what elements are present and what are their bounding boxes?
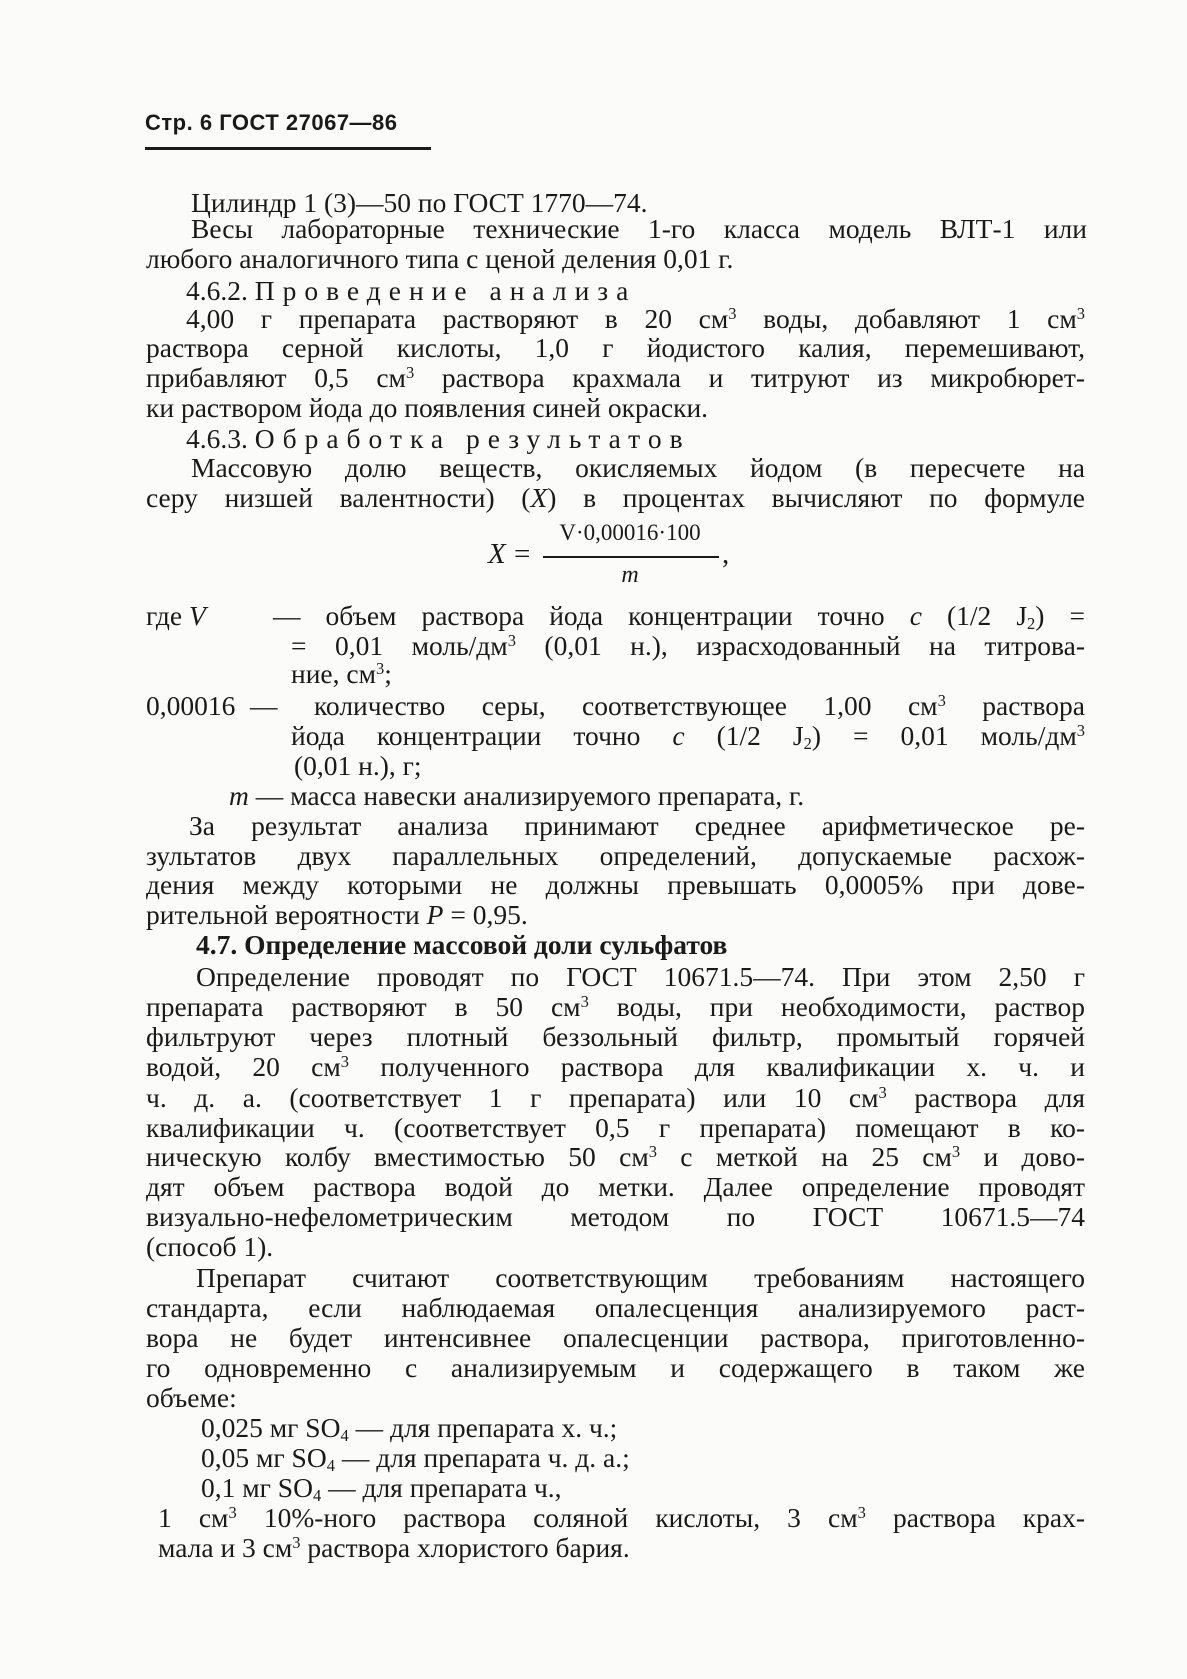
section-title: Проведение анализа — [254, 275, 637, 306]
legend-v-line-2: = 0,01 моль/$дм^3$ (0,01 н.), израсходованный на титрова- — [291, 630, 1085, 661]
result-line-2: зультатов двух параллельных определений, допускаемые расхож- — [146, 840, 1085, 871]
sulfate-line-3: фильтруют через плотный беззольный фильтр, промытый горячей — [146, 1021, 1085, 1052]
prep-line-3: вора не будет интенсивнее опалесценции раствора, приготовленно- — [146, 1322, 1085, 1353]
analysis-line-1: 4,00 г препарата растворяют в 20 $см^3$ воды, добавляют 1 $см^3$ — [186, 303, 1085, 334]
legend-k-symbol: 0,00016 — [146, 690, 236, 721]
sulfate-line-9: визуально-нефелометрическим методом по ГОСТ 10671.5—74 — [146, 1201, 1085, 1232]
page-header — [145, 110, 398, 136]
formula-lhs: X — [488, 538, 506, 570]
sulfate-line-7: ническую колбу вместимостью 50 $см^3$ с меткой на 25 $см^3$ и дово- — [146, 1141, 1085, 1172]
sulfate-line-10: (способ 1). — [146, 1231, 274, 1262]
legend-k-line-1: — количество серы, соответствующее 1,00 $см^3$ раствора — [250, 690, 1085, 721]
results-line-2: серу низшей валентности) (X) в процентах вычисляют по формуле — [146, 482, 1086, 513]
list-item-chda: 0,05 мг $SO_4$ — для препарата ч. д. а.; — [201, 1442, 630, 1476]
section-number: 4.6.2. — [186, 275, 248, 306]
symbol-m: m — [229, 780, 249, 811]
fraction-bar — [543, 556, 719, 558]
prep-line-1: Препарат считают соответствующим требованиям настоящего — [196, 1262, 1085, 1293]
section-463-heading — [186, 423, 691, 455]
result-line-4: рительной вероятности P = 0,95. — [146, 899, 528, 930]
results-line-1: Массовую долю веществ, окисляемых йодом (в пересчете на — [191, 452, 1085, 483]
legend-v-line-1: — объем раствора йода концентрации точно c (1/2 $J_2$) = — [273, 600, 1086, 634]
prep-line-5: объеме: — [146, 1382, 237, 1413]
sulfate-line-4: водой, 20 $см^3$ полученного раствора для квалификации х. ч. и — [146, 1051, 1085, 1082]
reagents-line-2: мала и 3 $см^3$ раствора хлористого бария. — [158, 1532, 630, 1563]
sulfate-line-5: ч. д. а. (соответствует 1 г препарата) или 10 $см^3$ раствора для — [146, 1082, 1085, 1113]
sulfate-line-2: препарата растворяют в 50 $см^3$ воды, при необходимости, раствор — [146, 991, 1085, 1022]
sulfate-line-1: Определение проводят по ГОСТ 10671.5—74. При этом 2,50 г — [196, 961, 1085, 992]
analysis-line-3: прибавляют 0,5 $см^3$ раствора крахмала и титруют из микробюрет- — [146, 362, 1085, 393]
list-item-ch: 0,1 мг $SO_4$ — для препарата ч., — [201, 1472, 562, 1506]
section-title: Обработка результатов — [254, 423, 691, 454]
section-number: 4.6.3. — [186, 423, 248, 454]
mass-fraction-formula — [488, 520, 758, 590]
scales-line-2: любого аналогичного типа с ценой деления 0,01 г. — [146, 243, 734, 274]
formula-numerator: V·0,00016·100 — [559, 520, 701, 545]
prep-line-4: го одновременно с анализируемым и содержащего в таком же — [146, 1352, 1085, 1383]
section-47-heading: 4.7. Определение массовой доли сульфатов — [196, 929, 728, 960]
legend-v-line-3: ние, $см^3$; — [291, 658, 392, 689]
legend-k-line-3: (0,01 н.), г; — [294, 750, 422, 781]
formula-comma: , — [722, 538, 730, 570]
scales-line-1: Весы лабораторные технические 1-го класса модель ВЛТ-1 или — [191, 213, 1087, 244]
page-label: Стр. 6 — [145, 110, 213, 135]
standard-number: ГОСТ 27067—86 — [219, 110, 398, 135]
reagents-line-1: 1 $см^3$ 10%-ного раствора соляной кислоты, 3 $см^3$ раствора крах- — [158, 1502, 1086, 1533]
sulfate-line-8: дят объем раствора водой до метки. Далее определение проводят — [146, 1171, 1085, 1202]
legend-k-line-2: йода концентрации точно c (1/2 $J_2) = 0,01$ моль/$дм^3$ — [291, 720, 1085, 754]
result-line-3: дения между которыми не должны превышать 0,0005% при дове- — [146, 869, 1085, 900]
formula-equals: = — [514, 538, 531, 570]
legend-v-prefix: где V — [146, 600, 206, 631]
analysis-line-4: ки раствором йода до появления синей окраски. — [146, 392, 709, 423]
analysis-line-2: раствора серной кислоты, 1,0 г йодистого калия, перемешивают, — [146, 332, 1085, 363]
legend-m-line: m — масса навески анализируемого препарата, г. — [229, 780, 805, 811]
result-line-1: За результат анализа принимают среднее арифметическое ре- — [189, 810, 1085, 841]
header-rule — [145, 147, 431, 150]
symbol-v: V — [188, 600, 206, 631]
formula-denominator: m — [621, 562, 639, 588]
sulfate-line-6: квалификации ч. (соответствует 0,5 г препарата) помещают в ко- — [146, 1112, 1085, 1143]
prep-line-2: стандарта, если наблюдаемая опалесценция анализируемого раст- — [146, 1292, 1085, 1323]
cylinder-line: Цилиндр 1 (3)—50 по ГОСТ 1770—74. — [191, 187, 648, 218]
list-item-xch: 0,025 мг $SO_4$ — для препарата х. ч.; — [201, 1412, 618, 1446]
